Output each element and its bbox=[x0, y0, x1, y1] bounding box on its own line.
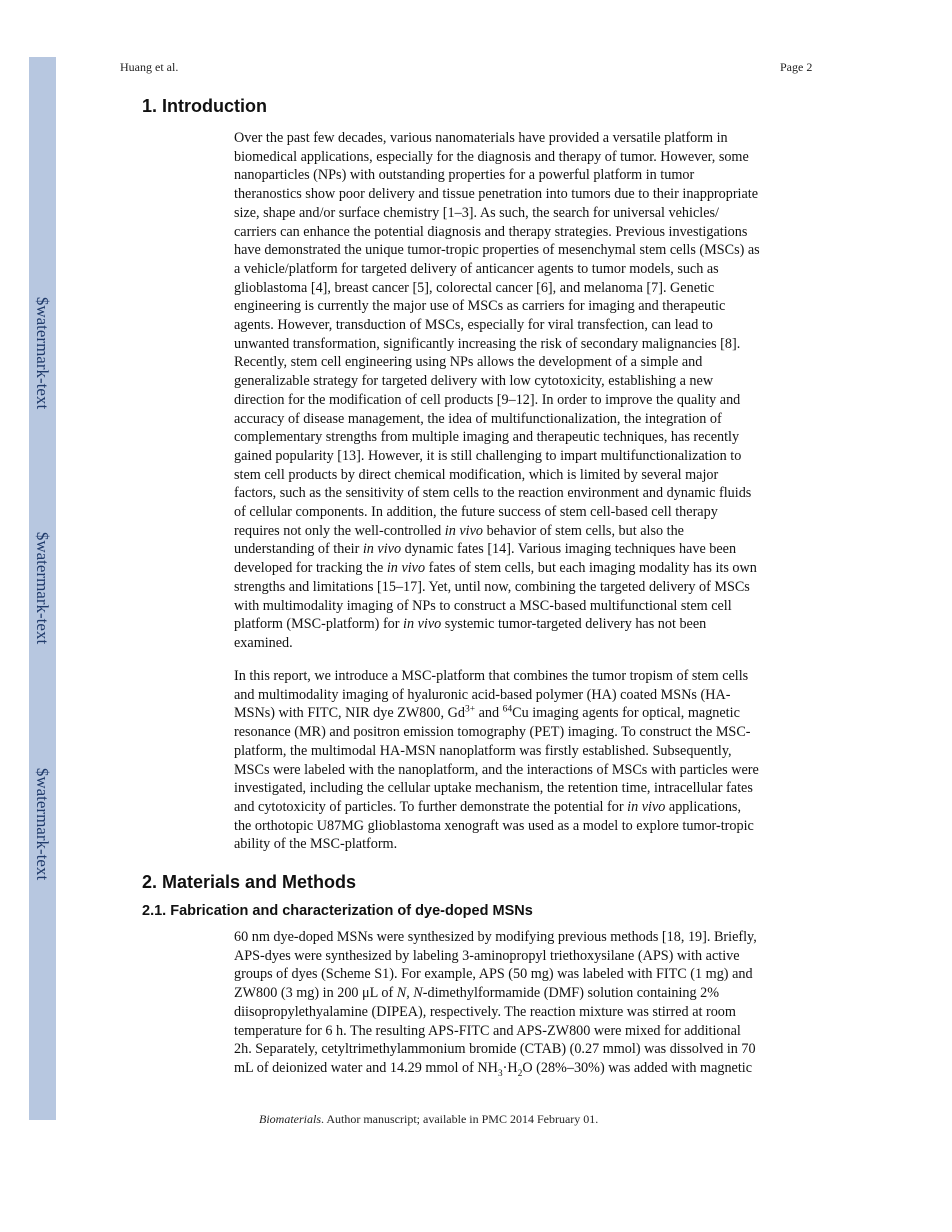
text-line: platform, the multimodal HA-MSN nanoplatform was firstly established. Subsequently, bbox=[234, 742, 732, 759]
text-line: of cellular components. In addition, the future success of stem cell-based cell therapy bbox=[234, 504, 718, 521]
text-line: 2h. Separately, cetyltrimethylammonium bromide (CTAB) (0.27 mmol) was dissolved in 70 bbox=[234, 1041, 756, 1058]
text-line: gained popularity [13]. However, it is still challenging to impart multifunctionalization to bbox=[234, 447, 742, 464]
text-line: diisopropylethyalamine (DIPEA), respectively. The reaction mixture was stirred at room bbox=[234, 1003, 736, 1020]
text-line: with multimodality imaging of NPs to construct a MSC-based multifunctional stem cell bbox=[234, 597, 732, 614]
text-line: glioblastoma [4], breast cancer [5], colorectal cancer [6], and melanoma [7]. Genetic bbox=[234, 279, 715, 296]
page-footer: Biomaterials. Author manuscript; available in PMC 2014 February 01. bbox=[259, 1112, 599, 1126]
text-line: strengths and limitations [15–17]. Yet, until now, combining the targeted delivery of MSCs bbox=[234, 578, 750, 595]
text-line: and multimodality imaging of hyaluronic acid-based polymer (HA) coated MSNs (HA- bbox=[234, 686, 731, 703]
text-line: requires not only the well-controlled in vivo behavior of stem cells, but also the bbox=[234, 522, 684, 539]
text-line: and cytotoxicity of particles. To further demonstrate the potential for in vivo applications, bbox=[234, 798, 741, 815]
text-line: factors, such as the sensitivity of stem cells to the reaction environment and dynamic fluids bbox=[234, 485, 752, 502]
text-line: MSNs) with FITC, NIR dye ZW800, $Gd^{3+}$ and $^{64}$Cu imaging agents for optical, magnetic bbox=[234, 704, 740, 722]
text-line: engineering is currently the major use of MSCs as carriers for imaging and therapeutic bbox=[234, 298, 726, 315]
text-line: ZW800 (3 mg) in 200 μL of N, N-dimethylformamide (DMF) solution containing 2% bbox=[234, 985, 720, 1002]
text-line: mL of deionized water and 14.29 mmol of $NH_3\cdot H_2O$ (28%–30%) was added with magnetic bbox=[234, 1059, 753, 1079]
text-line: have demonstrated the unique tumor-tropic properties of mesenchymal stem cells (MSCs) as bbox=[234, 242, 760, 259]
text-line: biomedical applications, especially for the diagnosis and therapy of tumor. However, some bbox=[234, 148, 749, 165]
text-line: generalizable strategy for targeted delivery with low cytotoxicity, establishing a new bbox=[234, 373, 714, 390]
text-line: complementary strengths from multiple imaging and therapeutic techniques, has recently bbox=[234, 429, 740, 446]
text-line: In this report, we introduce a MSC-platform that combines the tumor tropism of stem cells bbox=[234, 668, 749, 684]
text-line: platform (MSC-platform) for in vivo systemic tumor-targeted delivery has not been bbox=[234, 616, 707, 633]
text-line: developed for tracking the in vivo fates of stem cells, but each imaging modality has its own bbox=[234, 560, 757, 577]
page-number: Page 2 bbox=[780, 60, 813, 74]
text-line: Recently, stem cell engineering using NPs allows the development of a simple and bbox=[234, 354, 703, 371]
text-line: Over the past few decades, various nanomaterials have provided a versatile platform in bbox=[234, 130, 728, 146]
text-line: understanding of their in vivo dynamic fates [14]. Various imaging techniques have been bbox=[234, 541, 737, 558]
text-line: theranostics show poor delivery and tissue penetration into tumors due to their inappropriate bbox=[234, 186, 759, 203]
paragraph-introduction-2 bbox=[234, 667, 814, 854]
running-header-author: Huang et al. bbox=[120, 60, 179, 74]
text-line: investigated, including the cellular uptake mechanism, the retention time, intracellular fates bbox=[234, 780, 753, 797]
text-line: unwanted transformation, significantly increasing the risk of secondary malignancies [8]. bbox=[234, 335, 741, 352]
text-line: nanoparticles (NPs) with outstanding properties for a powerful platform in tumor bbox=[234, 167, 695, 184]
text-line: MSCs were labeled with the nanoplatform, and the interactions of MSCs with particles were bbox=[234, 761, 759, 778]
text-line: ability of the MSC-platform. bbox=[234, 836, 398, 853]
text-line: carriers can enhance the potential diagnosis and therapy strategies. Previous investigations bbox=[234, 223, 748, 240]
text-line: APS-dyes were synthesized by labeling 3-aminopropyl triethoxysilane (APS) with active bbox=[234, 947, 740, 964]
text-line: temperature for 6 h. The resulting APS-FITC and APS-ZW800 were mixed for additional bbox=[234, 1022, 741, 1039]
text-line: groups of dyes (Scheme S1). For example, APS (50 mg) was labeled with FITC (1 mg) and bbox=[234, 966, 753, 983]
text-line: examined. bbox=[234, 634, 293, 651]
text-line: size, shape and/or surface chemistry [1–3]. As such, the search for universal vehicles/ bbox=[234, 204, 719, 221]
text-line: accuracy of disease management, the idea of multifunctionalization, the integration of bbox=[234, 410, 722, 427]
text-line: agents. However, transduction of MSCs, especially for viral transfection, can lead to bbox=[234, 317, 713, 334]
text-line: direction for the modification of cell products [9–12]. In order to improve the quality and bbox=[234, 391, 741, 408]
paragraph-introduction-1 bbox=[234, 129, 814, 653]
text-line: stem cell products by direct chemical modification, which is limited by several major bbox=[234, 466, 719, 483]
paragraph-methods-1 bbox=[234, 928, 814, 1078]
subsection-heading: 2.1. Fabrication and characterization of dye-doped MSNs bbox=[142, 903, 533, 919]
text-line: the orthotopic U87MG glioblastoma xenograft was used as a model to explore tumor-tropic bbox=[234, 817, 754, 834]
section-heading-materials-methods: 2. Materials and Methods bbox=[142, 872, 357, 892]
text-line: 60 nm dye-doped MSNs were synthesized by modifying previous methods [18, 19]. Briefly, bbox=[234, 929, 757, 945]
text-line: a vehicle/platform for targeted delivery of anticancer agents to tumor models, such as bbox=[234, 260, 719, 277]
section-heading-introduction: 1. Introduction bbox=[142, 96, 267, 116]
text-line: resonance (MR) and positron emission tomography (PET) imaging. To construct the MSC- bbox=[234, 724, 751, 741]
